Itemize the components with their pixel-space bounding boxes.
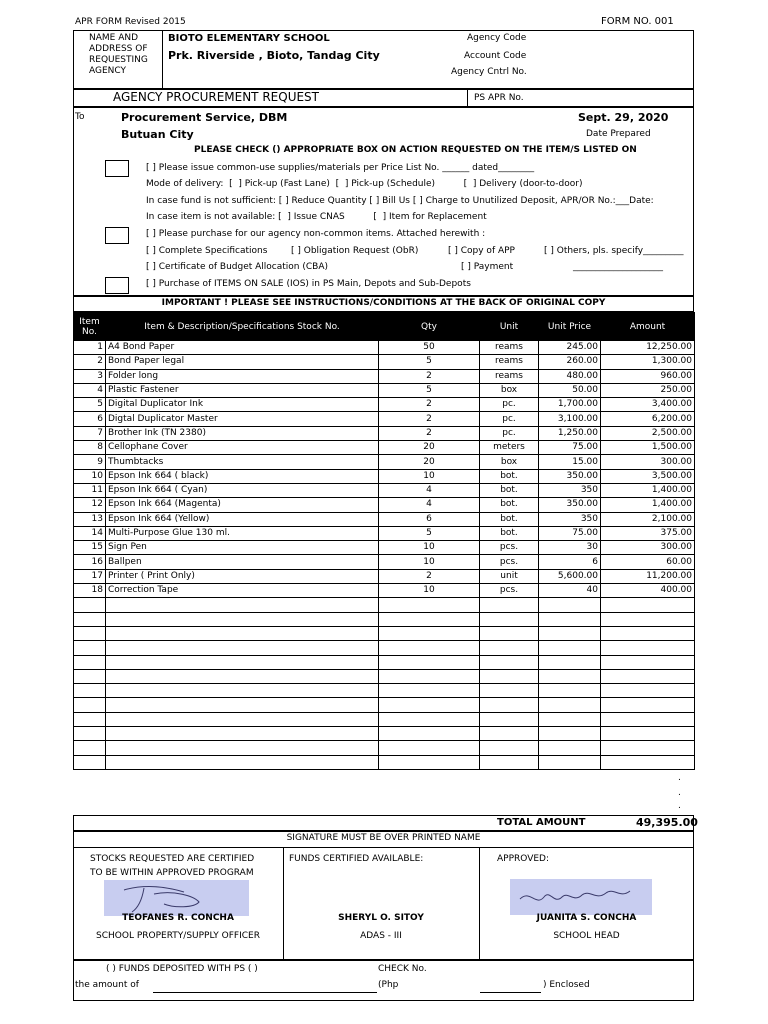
table-cell-amount: 300.00 xyxy=(601,541,695,555)
table-cell-no: 13 xyxy=(74,512,106,526)
table-cell-qty: 10 xyxy=(379,469,480,483)
table-row-empty xyxy=(74,684,695,698)
option-complete-specs: [ ] Complete Specifications xyxy=(146,246,268,256)
table-cell-no: 9 xyxy=(74,455,106,469)
total-label: TOTAL AMOUNT xyxy=(497,817,586,828)
table-cell-desc: Epson Ink 664 (Yellow) xyxy=(106,512,379,526)
table-cell-desc: Epson Ink 664 ( black) xyxy=(106,469,379,483)
enclosed-label: ) Enclosed xyxy=(543,980,590,990)
table-cell-amount: 1,500.00 xyxy=(601,441,695,455)
table-cell-amount: 11,200.00 xyxy=(601,569,695,583)
table-cell-unit: bot. xyxy=(480,483,539,497)
option-payment: [ ] Payment xyxy=(461,262,514,272)
table-cell-amount: 960.00 xyxy=(601,369,695,383)
option-others: [ ] Others, pls. specify_________ xyxy=(544,246,684,256)
funds-certified-label: FUNDS CERTIFIED AVAILABLE: xyxy=(289,854,424,864)
agency-control-label: Agency Cntrl No. xyxy=(451,67,527,77)
signature-teofanes xyxy=(104,880,249,916)
table-row xyxy=(74,441,695,455)
table-row xyxy=(74,569,695,583)
header-amount: Amount xyxy=(601,313,695,341)
table-cell-desc: Plastic Fastener xyxy=(106,383,379,397)
table-cell-no: 7 xyxy=(74,426,106,440)
table-cell-qty: 5 xyxy=(379,526,480,540)
table-row xyxy=(74,412,695,426)
table-cell-qty: 50 xyxy=(379,341,480,355)
table-cell-desc: Sign Pen xyxy=(106,541,379,555)
table-cell-unit: pc. xyxy=(480,398,539,412)
table-cell-price: 350.00 xyxy=(539,469,601,483)
table-cell-price: 350 xyxy=(539,483,601,497)
to-city: Butuan City xyxy=(121,128,194,141)
table-cell-no: 18 xyxy=(74,584,106,598)
table-cell-price: 1,250.00 xyxy=(539,426,601,440)
option-app: [ ] Copy of APP xyxy=(448,246,515,256)
table-cell-no: 15 xyxy=(74,541,106,555)
to-name: Procurement Service, DBM xyxy=(121,111,288,124)
table-row xyxy=(74,383,695,397)
table-cell-qty: 2 xyxy=(379,569,480,583)
agency-code-label: Agency Code xyxy=(467,33,527,43)
table-cell-amount: 60.00 xyxy=(601,555,695,569)
stocks-certified-line2: TO BE WITHIN APPROVED PROGRAM xyxy=(90,868,254,878)
table-cell-qty: 2 xyxy=(379,398,480,412)
table-row xyxy=(74,469,695,483)
table-cell-qty: 2 xyxy=(379,412,480,426)
amount-of-label: the amount of xyxy=(75,980,139,990)
table-cell-qty: 4 xyxy=(379,483,480,497)
table-cell-no: 6 xyxy=(74,412,106,426)
table-cell-unit: meters xyxy=(480,441,539,455)
table-cell-unit: pc. xyxy=(480,426,539,440)
signature-scribble-1 xyxy=(104,880,249,916)
table-cell-desc: Ballpen xyxy=(106,555,379,569)
signature-juanita xyxy=(510,879,652,915)
person2-title: ADAS - III xyxy=(360,931,402,941)
table-cell-unit: bot. xyxy=(480,512,539,526)
table-cell-desc: Thumbtacks xyxy=(106,455,379,469)
option-cba: [ ] Certificate of Budget Allocation (CBA) xyxy=(146,262,328,272)
table-cell-desc: Correction Tape xyxy=(106,584,379,598)
table-cell-desc: Cellophane Cover xyxy=(106,441,379,455)
table-cell-unit: pcs. xyxy=(480,584,539,598)
option-ios: [ ] Purchase of ITEMS ON SALE (IOS) in PS Main, Depots and Sub-Depots xyxy=(146,279,471,289)
table-cell-desc: Digital Duplicator Ink xyxy=(106,398,379,412)
table-cell-unit: pcs. xyxy=(480,555,539,569)
dot-1: . xyxy=(678,773,681,783)
table-row-empty xyxy=(74,727,695,741)
table-cell-no: 4 xyxy=(74,383,106,397)
table-cell-price: 75.00 xyxy=(539,441,601,455)
table-cell-unit: pc. xyxy=(480,412,539,426)
table-cell-qty: 10 xyxy=(379,541,480,555)
table-cell-price: 245.00 xyxy=(539,341,601,355)
table-cell-unit: box xyxy=(480,383,539,397)
form-number: FORM NO. 001 xyxy=(601,16,674,27)
table-cell-no: 16 xyxy=(74,555,106,569)
table-cell-qty: 20 xyxy=(379,441,480,455)
table-cell-amount: 375.00 xyxy=(601,526,695,540)
table-cell-price: 50.00 xyxy=(539,383,601,397)
table-cell-unit: reams xyxy=(480,369,539,383)
table-cell-unit: bot. xyxy=(480,526,539,540)
person3-title: SCHOOL HEAD xyxy=(553,931,620,941)
date-prepared: Sept. 29, 2020 xyxy=(578,111,669,124)
table-cell-unit: bot. xyxy=(480,469,539,483)
table-cell-desc: Epson Ink 664 (Magenta) xyxy=(106,498,379,512)
header-item-no: Item No. xyxy=(74,313,106,341)
table-cell-amount: 3,500.00 xyxy=(601,469,695,483)
option-delivery-mode: Mode of delivery: [ ] Pick-up (Fast Lane) [ ] Pick-up (Schedule) [ ] Delivery (door-to-door) xyxy=(146,179,583,189)
table-row-empty xyxy=(74,641,695,655)
table-cell-price: 6 xyxy=(539,555,601,569)
table-cell-qty: 10 xyxy=(379,555,480,569)
check-no-label: CHECK No. xyxy=(378,964,427,974)
option-obr: [ ] Obligation Request (ObR) xyxy=(291,246,419,256)
table-cell-price: 15.00 xyxy=(539,455,601,469)
table-row xyxy=(74,512,695,526)
funds-deposited: ( ) FUNDS DEPOSITED WITH PS ( ) xyxy=(106,964,258,974)
table-row xyxy=(74,341,695,355)
table-cell-price: 350 xyxy=(539,512,601,526)
option-common-use: [ ] Please issue common-use supplies/materials per Price List No. ______ dated________ xyxy=(146,163,535,173)
table-cell-no: 3 xyxy=(74,369,106,383)
table-cell-desc: Multi-Purpose Glue 130 ml. xyxy=(106,526,379,540)
table-row-empty xyxy=(74,755,695,769)
person1-title: SCHOOL PROPERTY/SUPPLY OFFICER xyxy=(96,931,260,941)
table-cell-amount: 3,400.00 xyxy=(601,398,695,412)
table-cell-qty: 10 xyxy=(379,584,480,598)
table-row-empty xyxy=(74,741,695,755)
table-row-empty xyxy=(74,698,695,712)
table-cell-unit: reams xyxy=(480,341,539,355)
table-cell-unit: unit xyxy=(480,569,539,583)
person2-name: SHERYL O. SITOY xyxy=(338,913,424,923)
table-cell-price: 30 xyxy=(539,541,601,555)
date-prepared-label: Date Prepared xyxy=(586,129,651,139)
school-name: BIOTO ELEMENTARY SCHOOL xyxy=(168,33,330,44)
table-row-empty xyxy=(74,598,695,612)
checkbox-ios[interactable] xyxy=(105,277,129,294)
header-unit-price: Unit Price xyxy=(539,313,601,341)
table-cell-amount: 1,400.00 xyxy=(601,498,695,512)
agency-name-label: NAME AND ADDRESS OF REQUESTING AGENCY xyxy=(89,33,148,76)
table-cell-price: 1,700.00 xyxy=(539,398,601,412)
table-cell-amount: 2,100.00 xyxy=(601,512,695,526)
table-row xyxy=(74,498,695,512)
option-blank-line: ____________________ xyxy=(573,262,663,272)
table-cell-price: 75.00 xyxy=(539,526,601,540)
table-row xyxy=(74,398,695,412)
school-address: Prk. Riverside , Bioto, Tandag City xyxy=(168,49,380,62)
account-code-label: Account Code xyxy=(464,51,527,61)
table-cell-no: 11 xyxy=(74,483,106,497)
table-cell-desc: A4 Bond Paper xyxy=(106,341,379,355)
page-title: AGENCY PROCUREMENT REQUEST xyxy=(113,90,320,104)
table-row-empty xyxy=(74,669,695,683)
php-label: (Php xyxy=(378,980,399,990)
table-cell-no: 17 xyxy=(74,569,106,583)
stocks-certified-line1: STOCKS REQUESTED ARE CERTIFIED xyxy=(90,854,255,864)
table-row xyxy=(74,555,695,569)
table-cell-price: 3,100.00 xyxy=(539,412,601,426)
table-row xyxy=(74,455,695,469)
agency-block xyxy=(73,30,694,89)
table-cell-qty: 5 xyxy=(379,383,480,397)
to-label: To xyxy=(75,112,85,122)
table-cell-price: 260.00 xyxy=(539,355,601,369)
approved-label: APPROVED: xyxy=(497,854,549,864)
table-cell-no: 8 xyxy=(74,441,106,455)
table-cell-price: 480.00 xyxy=(539,369,601,383)
table-cell-unit: reams xyxy=(480,355,539,369)
header-description: Item & Description/Specifications Stock No. xyxy=(106,313,379,341)
important-note: IMPORTANT ! PLEASE SEE INSTRUCTIONS/CONDITIONS AT THE BACK OF ORIGINAL COPY xyxy=(161,298,606,308)
table-row xyxy=(74,369,695,383)
option-non-common: [ ] Please purchase for our agency non-common items. Attached herewith : xyxy=(146,229,486,239)
checkbox-common-use[interactable] xyxy=(105,160,129,177)
table-cell-amount: 6,200.00 xyxy=(601,412,695,426)
table-cell-unit: box xyxy=(480,455,539,469)
table-row xyxy=(74,355,695,369)
table-cell-desc: Bond Paper legal xyxy=(106,355,379,369)
person3-name: JUANITA S. CONCHA xyxy=(536,913,637,923)
signature-note: SIGNATURE MUST BE OVER PRINTED NAME xyxy=(286,833,481,843)
table-cell-unit: bot. xyxy=(480,498,539,512)
table-cell-amount: 400.00 xyxy=(601,584,695,598)
table-cell-amount: 1,400.00 xyxy=(601,483,695,497)
table-cell-qty: 4 xyxy=(379,498,480,512)
table-row xyxy=(74,526,695,540)
table-cell-desc: Folder long xyxy=(106,369,379,383)
table-cell-amount: 1,300.00 xyxy=(601,355,695,369)
table-cell-amount: 250.00 xyxy=(601,383,695,397)
table-cell-qty: 2 xyxy=(379,369,480,383)
instruction-text: PLEASE CHECK () APPROPRIATE BOX ON ACTION REQUESTED ON THE ITEM/S LISTED ON xyxy=(194,145,637,155)
table-cell-amount: 12,250.00 xyxy=(601,341,695,355)
table-cell-qty: 20 xyxy=(379,455,480,469)
checkbox-non-common[interactable] xyxy=(105,227,129,244)
table-cell-desc: Brother Ink (TN 2380) xyxy=(106,426,379,440)
table-row xyxy=(74,483,695,497)
signature-scribble-2 xyxy=(510,879,652,915)
table-cell-no: 5 xyxy=(74,398,106,412)
header-unit: Unit xyxy=(480,313,539,341)
table-cell-no: 1 xyxy=(74,341,106,355)
table-cell-qty: 6 xyxy=(379,512,480,526)
table-cell-price: 40 xyxy=(539,584,601,598)
table-cell-no: 10 xyxy=(74,469,106,483)
table-row-empty xyxy=(74,612,695,626)
dot-3: . xyxy=(678,801,681,811)
table-row-empty xyxy=(74,626,695,640)
form-revised-label: APR FORM Revised 2015 xyxy=(75,17,186,27)
header-qty: Qty xyxy=(379,313,480,341)
table-cell-price: 5,600.00 xyxy=(539,569,601,583)
table-cell-price: 350.00 xyxy=(539,498,601,512)
table-cell-unit: pcs. xyxy=(480,541,539,555)
table-cell-amount: 2,500.00 xyxy=(601,426,695,440)
table-cell-no: 12 xyxy=(74,498,106,512)
total-amount: 49,395.00 xyxy=(636,816,698,829)
table-cell-qty: 2 xyxy=(379,426,480,440)
table-row xyxy=(74,426,695,440)
table-cell-desc: Printer ( Print Only) xyxy=(106,569,379,583)
table-row-empty xyxy=(74,712,695,726)
table-cell-desc: Epson Ink 664 ( Cyan) xyxy=(106,483,379,497)
dot-2: . xyxy=(678,788,681,798)
option-item-unavailable: In case item is not available: [ ] Issue CNAS [ ] Item for Replacement xyxy=(146,212,487,222)
table-cell-amount: 300.00 xyxy=(601,455,695,469)
ps-apr-label: PS APR No. xyxy=(474,93,524,103)
table-row xyxy=(74,584,695,598)
table-cell-no: 2 xyxy=(74,355,106,369)
person1-name: TEOFANES R. CONCHA xyxy=(122,913,234,923)
table-cell-qty: 5 xyxy=(379,355,480,369)
table-cell-no: 14 xyxy=(74,526,106,540)
table-row-empty xyxy=(74,655,695,669)
table-row xyxy=(74,541,695,555)
table-cell-desc: Digtal Duplicator Master xyxy=(106,412,379,426)
option-fund-insufficient: In case fund is not sufficient: [ ] Reduce Quantity [ ] Bill Us [ ] Charge to Unutilized Deposit, APR/OR No.:___Date: xyxy=(146,196,654,206)
items-table xyxy=(73,312,695,770)
